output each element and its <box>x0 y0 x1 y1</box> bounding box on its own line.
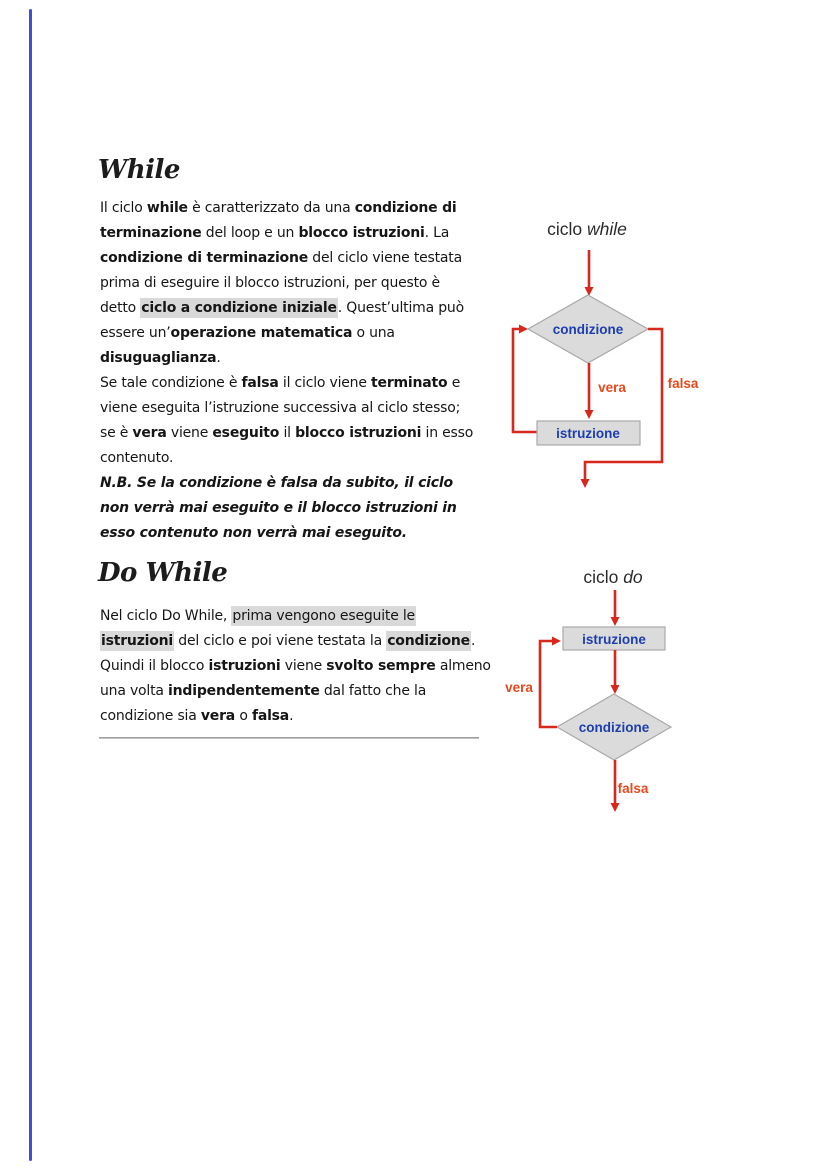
arrowhead-down-icon <box>611 617 620 626</box>
while-flowchart-title: ciclo while <box>547 219 627 239</box>
instruction-label: istruzione <box>582 632 646 647</box>
instruction-label: istruzione <box>556 426 620 441</box>
arrowhead-down-icon <box>611 685 620 694</box>
text-line: detto ciclo a condizione iniziale. Quest’ultima può <box>100 300 464 316</box>
text-line: disuguaglianza. <box>100 350 221 366</box>
arrowhead-right-icon <box>519 325 528 334</box>
false-branch-label: falsa <box>617 781 649 796</box>
text-line: Quindi il blocco istruzioni viene svolto sempre almeno <box>100 658 491 674</box>
while-section-heading: While <box>98 155 180 185</box>
text-line: N.B. Se la condizione è falsa da subito, il ciclo <box>100 475 453 491</box>
text-line: Il ciclo while è caratterizzato da una condizione di <box>100 200 457 216</box>
condition-label: condizione <box>552 322 624 337</box>
true-branch-label: vera <box>505 680 533 695</box>
do-flowchart <box>490 550 720 830</box>
text-line: se è vera viene eseguito il blocco istruzioni in esso <box>100 425 474 441</box>
text-line: condizione sia vera o falsa. <box>100 708 294 724</box>
text-line: prima di eseguire il blocco istruzioni, per questo è <box>100 275 440 291</box>
arrowhead-down-icon <box>581 479 590 488</box>
left-margin-line <box>29 9 32 1161</box>
section-divider-line <box>99 737 479 739</box>
text-line: istruzioni del ciclo e poi viene testata la condizione. <box>101 633 476 649</box>
arrowhead-down-icon <box>611 803 620 812</box>
false-branch-label: falsa <box>667 376 699 391</box>
while-paragraph <box>100 196 492 546</box>
arrowhead-down-icon <box>585 287 594 296</box>
text-line: terminazione del loop e un blocco istruzioni. La <box>100 225 450 241</box>
dowhile-paragraph <box>100 604 492 729</box>
true-branch-label: vera <box>598 380 626 395</box>
text-line: condizione di terminazione del ciclo viene testata <box>100 250 462 266</box>
do-flowchart-title: ciclo do <box>583 567 643 587</box>
text-line: Nel ciclo Do While, prima vengono eseguite le <box>100 608 415 624</box>
while-flowchart <box>490 210 720 510</box>
text-line: non verrà mai eseguito e il blocco istruzioni in <box>100 500 457 516</box>
text-line: viene eseguita l’istruzione successiva al ciclo stesso; <box>100 400 461 416</box>
text-line: essere un’operazione matematica o una <box>100 325 395 341</box>
loop-back-line <box>540 641 557 727</box>
text-line: esso contenuto non verrà mai eseguito. <box>100 525 407 541</box>
text-line: una volta indipendentemente dal fatto che la <box>100 683 427 699</box>
dowhile-section-heading: Do While <box>98 558 228 588</box>
text-line: Se tale condizione è falsa il ciclo viene terminato e <box>100 375 461 391</box>
text-line: contenuto. <box>100 450 174 466</box>
condition-label: condizione <box>578 720 650 735</box>
loop-back-line <box>513 329 537 432</box>
arrowhead-down-icon <box>585 410 594 419</box>
arrowhead-right-icon <box>552 637 561 646</box>
